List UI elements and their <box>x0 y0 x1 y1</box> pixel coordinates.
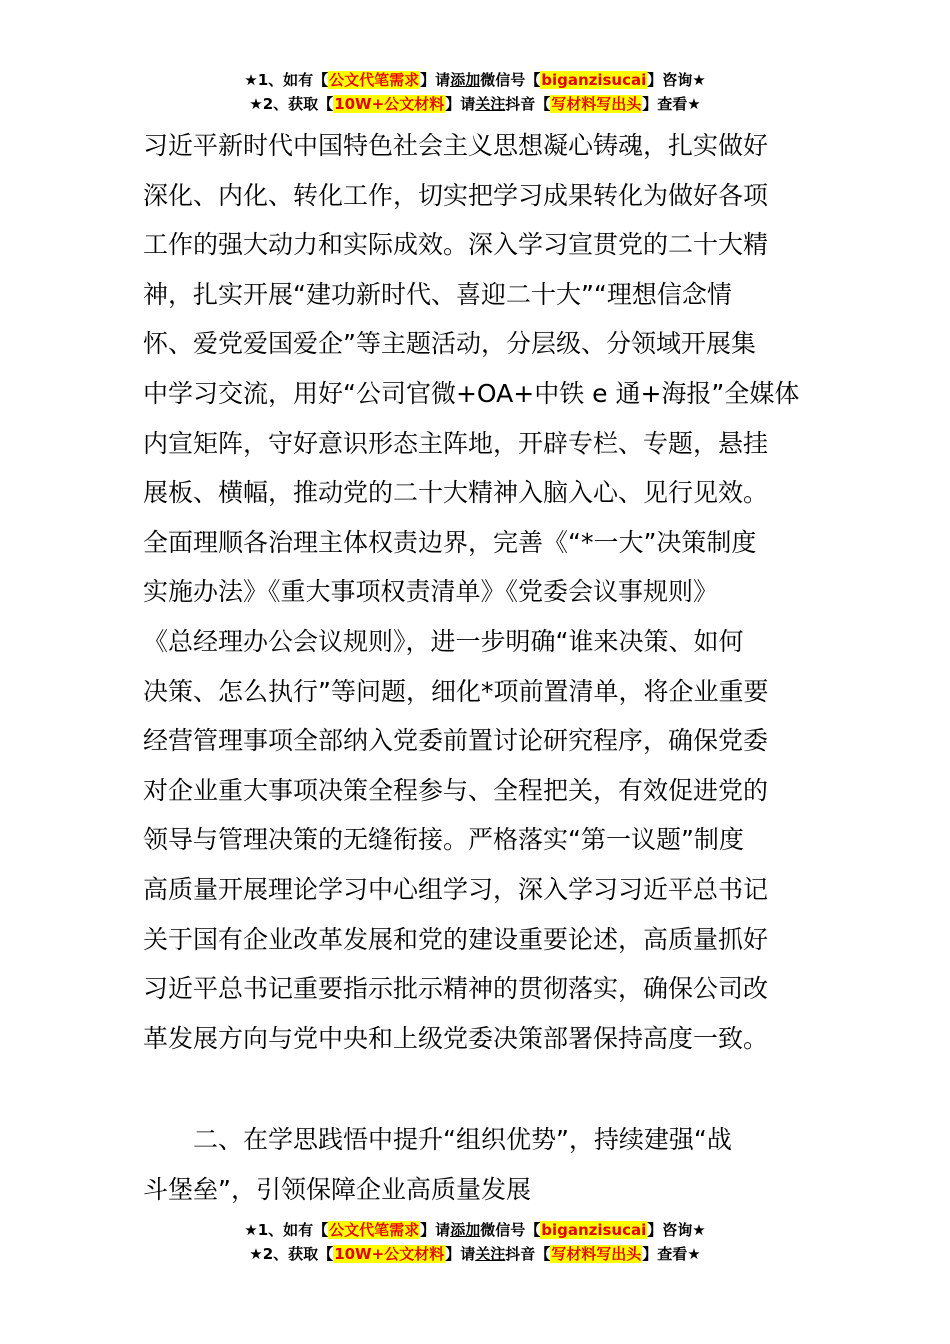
body-line: 革发展方向与党中央和上级党委决策部署保持高度一致。 <box>143 1023 769 1053</box>
body-line: 实施办法》《重大事项权责清单》《党委会议事规则》 <box>143 577 719 607</box>
banner-line-1 <box>0 1219 950 1243</box>
banner-line-2-emph: 关注 <box>475 1245 506 1263</box>
banner-line-2-emph: 关注 <box>475 95 506 113</box>
banner-line-2 <box>0 1243 950 1267</box>
banner-line-1-mid1: 】请 <box>420 71 451 89</box>
body-line: 深化、内化、转化工作，切实把学习成果转化为做好各项 <box>143 180 769 210</box>
body-line: 怀、爱党爱国爱企”等主题活动，分层级、分领域开展集 <box>143 329 756 359</box>
body-line: 经营管理事项全部纳入党委前置讨论研究程序，确保党委 <box>143 726 769 756</box>
banner-line-1-mid2: 微信号【 <box>480 71 541 89</box>
body-line: 关于国有企业改革发展和党的建设重要论述，高质量抓好 <box>143 924 769 954</box>
banner-line-1-suffix: 】咨询★ <box>647 71 706 89</box>
body-line: 内宣矩阵，守好意识形态主阵地，开辟专栏、专题，悬挂 <box>143 428 769 458</box>
body-line: 中学习交流，用好“公司官微+OA+中铁 e 通+海报”全媒体 <box>143 378 800 408</box>
body-line: 《总经理办公会议规则》，进一步明确“谁来决策、如何 <box>143 626 744 656</box>
banner-line-2-tag2: 写材料写出头 <box>551 95 642 113</box>
banner-line-2 <box>0 93 950 117</box>
body-line: 决策、怎么执行”等问题，细化*项前置清单，将企业重要 <box>143 676 769 706</box>
header-banner <box>0 69 950 117</box>
body-paragraph <box>143 121 813 1063</box>
banner-line-1-mid1: 】请 <box>420 1221 451 1239</box>
banner-line-2-mid1: 】请 <box>445 95 476 113</box>
body-line: 高质量开展理论学习中心组学习，深入学习习近平总书记 <box>143 874 769 904</box>
banner-line-1-tag1: 公文代笔需求 <box>329 1221 420 1239</box>
banner-line-2-mid2: 抖音【 <box>505 1245 551 1263</box>
banner-line-1-emph: 添加 <box>450 1221 481 1239</box>
banner-line-2-prefix: ★2、获取【 <box>249 95 334 113</box>
body-line: 习近平总书记重要指示批示精神的贯彻落实，确保公司改 <box>143 974 769 1004</box>
body-line: 习近平新时代中国特色社会主义思想凝心铸魂，扎实做好 <box>143 131 769 160</box>
banner-line-2-tag2: 写材料写出头 <box>551 1245 642 1263</box>
banner-line-1-tag1: 公文代笔需求 <box>329 71 420 89</box>
body-line: 对企业重大事项决策全程参与、全程把关，有效促进党的 <box>143 775 769 805</box>
section-heading-line: 斗堡垒”，引领保障企业高质量发展 <box>143 1175 531 1204</box>
body-line: 展板、横幅，推动党的二十大精神入脑入心、见行见效。 <box>143 478 769 508</box>
banner-line-2-suffix: 】查看★ <box>642 1245 701 1263</box>
banner-line-2-suffix: 】查看★ <box>642 95 701 113</box>
body-line: 全面理顺各治理主体权责边界，完善《“*一大”决策制度 <box>143 527 757 557</box>
banner-line-1-prefix: ★1、如有【 <box>244 1221 329 1239</box>
body-line: 神，扎实开展“建功新时代、喜迎二十大”“理想信念情 <box>143 279 732 309</box>
banner-line-2-mid2: 抖音【 <box>505 95 551 113</box>
banner-line-2-tag1: 10W+公文材料 <box>334 95 445 113</box>
banner-line-1-suffix: 】咨询★ <box>647 1221 706 1239</box>
section-heading <box>143 1115 813 1215</box>
body-line: 工作的强大动力和实际成效。深入学习宣贯党的二十大精 <box>143 230 769 260</box>
banner-line-1-mid2: 微信号【 <box>480 1221 541 1239</box>
body-line: 领导与管理决策的无缝衔接。严格落实“第一议题”制度 <box>143 825 744 855</box>
section-heading-line: 二、在学思践悟中提升“组织优势”，持续建强“战 <box>193 1125 732 1154</box>
banner-line-2-tag1: 10W+公文材料 <box>334 1245 445 1263</box>
footer-banner <box>0 1219 950 1267</box>
banner-line-2-mid1: 】请 <box>445 1245 476 1263</box>
banner-line-1-prefix: ★1、如有【 <box>244 71 329 89</box>
banner-line-1 <box>0 69 950 93</box>
banner-line-2-prefix: ★2、获取【 <box>249 1245 334 1263</box>
banner-line-1-tag2: biganzisucai <box>541 1221 647 1239</box>
banner-line-1-emph: 添加 <box>450 71 481 89</box>
banner-line-1-tag2: biganzisucai <box>541 71 647 89</box>
